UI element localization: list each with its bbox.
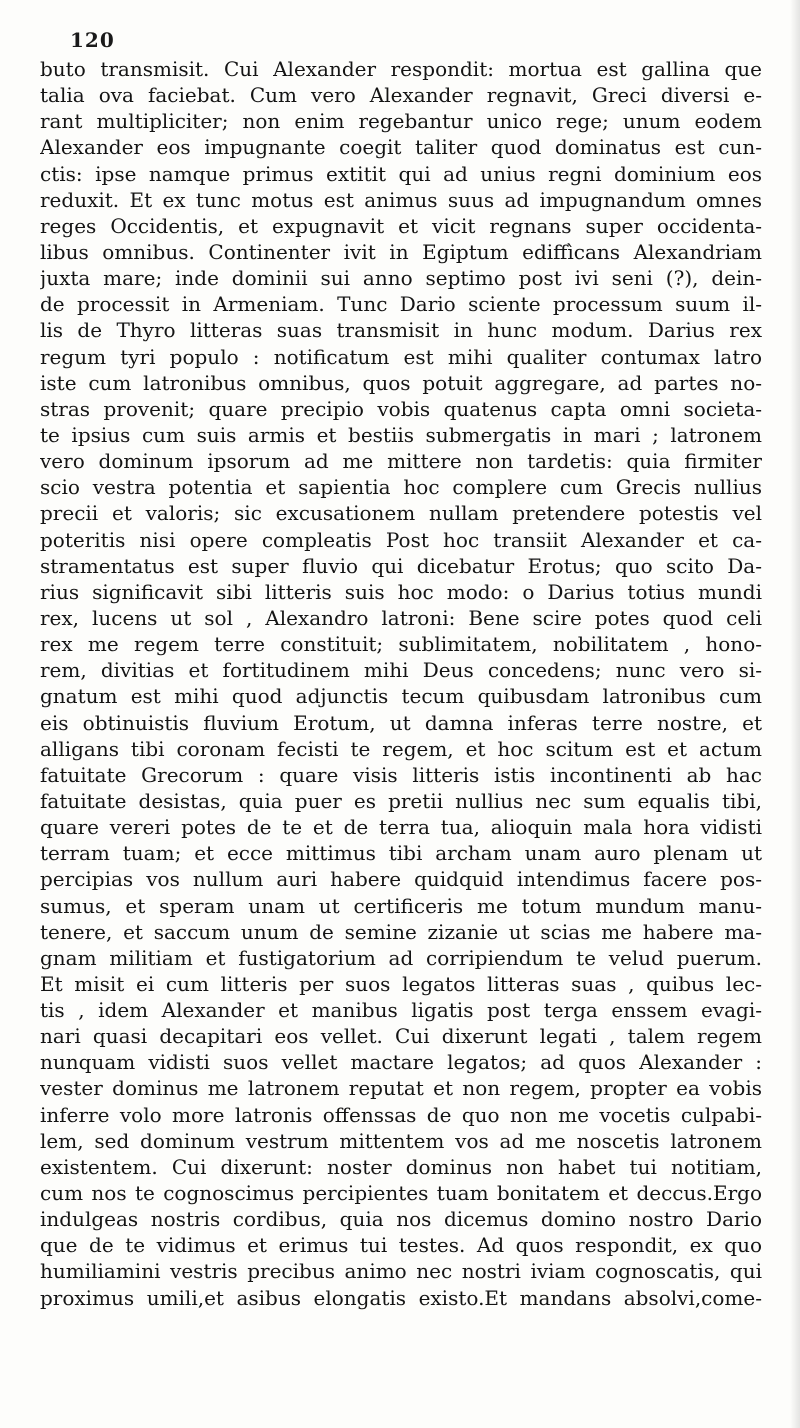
text-line: gnam militiam et fustigatorium ad corripiendum te velud puerum. [40, 945, 762, 970]
page-number: 120 [70, 28, 115, 52]
text-line: indulgeas nostris cordibus, quia nos dicemus domino nostro Dario [40, 1207, 762, 1232]
text-line: scio vestra potentia et sapientia hoc complere cum Grecis nullius [40, 475, 762, 500]
text-line: vester dominus me latronem reputat et non regem, propter ea vobis [40, 1076, 762, 1101]
text-line: regum tyri populo : notificatum est mihi qualiter contumax latro [40, 344, 762, 369]
text-line: eis obtinuistis fluvium Erotum, ut damna inferas terre nostre, et [40, 710, 762, 735]
text-line: buto transmisit. Cui Alexander respondit: mortua est gallina que [40, 57, 762, 81]
text-line: terram tuam; et ecce mittimus tibi archam unam auro plenam ut [40, 841, 762, 866]
text-line: rex, lucens ut sol , Alexandro latroni: Bene scire potes quod celi [40, 605, 762, 630]
text-line: talia ova faciebat. Cum vero Alexander regnavit, Greci diversi e- [40, 83, 762, 108]
text-line: lem, sed dominum vestrum mittentem vos ad me noscetis latronem [40, 1128, 762, 1153]
text-line: Et misit ei cum litteris per suos legatos litteras suas , quibus lec- [40, 971, 762, 996]
text-line: poteritis nisi opere compleatis Post hoc transiit Alexander et ca- [40, 527, 762, 552]
text-line: proximus umili,et asibus elongatis existo.Et mandans absolvi,come- [40, 1285, 762, 1310]
text-line: juxta mare; inde dominii sui anno septimo post ivi seni (?), dein- [40, 266, 762, 291]
text-line: iste cum latronibus omnibus, quos potuit aggregare, ad partes no- [40, 370, 762, 395]
text-line: sumus, et speram unam ut certificeris me totum mundum manu- [40, 893, 762, 918]
text-line: nari quasi decapitari eos vellet. Cui dixerunt legati , talem regem [40, 1024, 762, 1049]
text-line: de processit in Armeniam. Tunc Dario sciente processum suum il- [40, 292, 762, 317]
text-line: inferre volo more latronis offenssas de quo non me vocetis culpabi- [40, 1102, 762, 1127]
text-line: quare vereri potes de te et de terra tua, alioquin mala hora vidisti [40, 815, 762, 840]
text-line: fatuitate desistas, quia puer es pretii nullius nec sum equalis tibi, [40, 788, 762, 813]
text-line: stras provenit; quare precipio vobis quatenus capta omni societa- [40, 396, 762, 421]
text-line: libus omnibus. Continenter ivit in Egiptum ediffìcans Alexandriam [40, 239, 762, 264]
text-line: rex me regem terre constituit; sublimitatem, nobilitatem , hono- [40, 632, 762, 657]
text-line: precii et valoris; sic excusationem nullam pretendere potestis vel [40, 501, 762, 526]
text-line: rem, divitias et fortitudinem mihi Deus concedens; nunc vero si- [40, 658, 762, 683]
page-edge-shadow [790, 0, 800, 1428]
text-line: vero dominum ipsorum ad me mittere non tardetis: quia firmiter [40, 449, 762, 474]
text-line: rius significavit sibi litteris suis hoc modo: o Darius totius mundi [40, 579, 762, 604]
text-line: reduxit. Et ex tunc motus est animus suus ad impugnandum omnes [40, 187, 762, 212]
text-line: cum nos te cognoscimus percipientes tuam bonitatem et deccus.Ergo [40, 1181, 762, 1206]
text-line: Alexander eos impugnante coegit taliter quod dominatus est cun- [40, 135, 762, 160]
text-line: lis de Thyro litteras suas transmisit in hunc modum. Darius rex [40, 318, 762, 343]
text-line: percipias vos nullum auri habere quidquid intendimus facere pos- [40, 867, 762, 892]
text-line: ctis: ipse namque primus extitit qui ad unius regni dominium eos [40, 161, 762, 186]
text-line: que de te vidimus et erimus tui testes. Ad quos respondit, ex quo [40, 1233, 762, 1258]
text-line: gnatum est mihi quod adjunctis tecum quibusdam latronibus cum [40, 684, 762, 709]
body-text [40, 56, 762, 1311]
text-line: fatuitate Grecorum : quare visis litteris istis incontinenti ab hac [40, 762, 762, 787]
text-line: rant multipliciter; non enim regebantur unico rege; unum eodem [40, 109, 762, 134]
text-line: te ipsius cum suis armis et bestiis submergatis in mari ; latronem [40, 422, 762, 447]
text-line: alligans tibi coronam fecisti te regem, et hoc scitum est et actum [40, 736, 762, 761]
text-line: tenere, et saccum unum de semine zizanie ut scias me habere ma- [40, 919, 762, 944]
text-line: reges Occidentis, et expugnavit et vicit regnans super occidenta- [40, 213, 762, 238]
text-line: nunquam vidisti suos vellet mactare legatos; ad quos Alexander : [40, 1050, 762, 1075]
text-line: stramentatus est super fluvio qui dicebatur Erotus; quo scito Da- [40, 553, 762, 578]
text-line: humiliamini vestris precibus animo nec nostri iviam cognoscatis, qui [40, 1259, 762, 1284]
text-line: tis , idem Alexander et manibus ligatis post terga enssem evagi- [40, 998, 762, 1023]
text-line: existentem. Cui dixerunt: noster dominus non habet tui notitiam, [40, 1154, 762, 1179]
